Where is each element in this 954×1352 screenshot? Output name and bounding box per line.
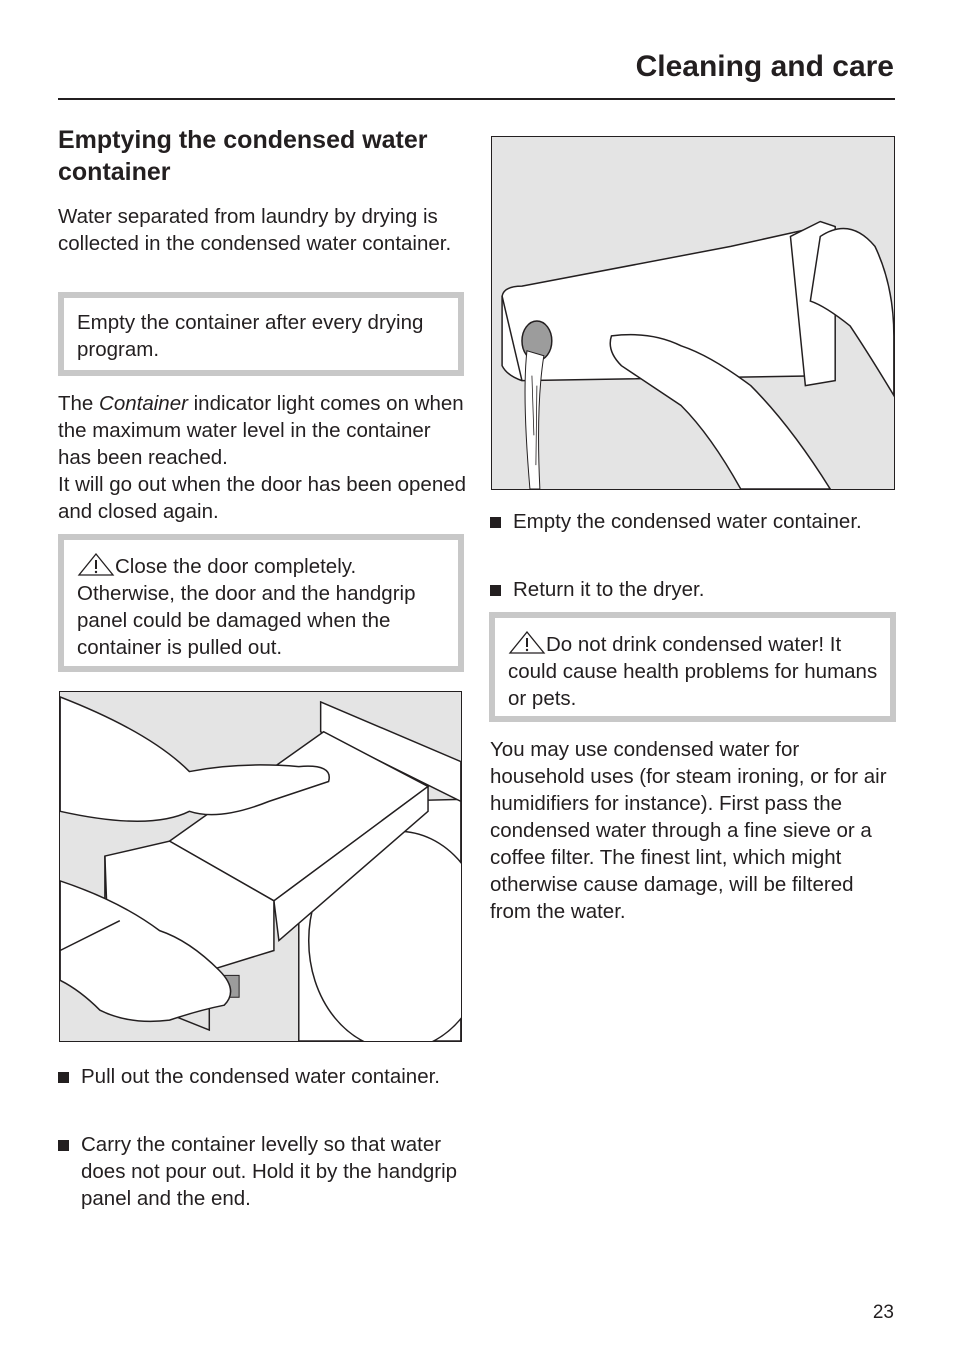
square-bullet-icon [58,1140,69,1151]
closing-paragraph [490,736,894,925]
warning-box-door [58,534,464,672]
right-bullet-2-text: Return it to the dryer. [513,578,705,601]
right-bullet-2 [490,576,890,603]
left-bullet-2-text: Carry the container levelly so that water does not pour out. Hold it by the handgrip panel and the end. [81,1133,458,1210]
intro-text: Water separated from laundry by drying is collected in the condensed water container. [58,205,452,255]
left-bullet-2 [58,1131,458,1212]
page-header-title: Cleaning and care [635,50,894,83]
warning-box-drink [489,612,896,722]
indicator-paragraph [58,390,468,525]
header-divider [58,98,895,100]
left-bullet-1 [58,1063,458,1090]
right-bullet-1-text: Empty the condensed water container. [513,510,862,533]
note-text: Empty the container after every drying program. [77,311,424,361]
section-title: Emptying the condensed water container [58,126,428,186]
square-bullet-icon [58,1072,69,1083]
warning-triangle-icon [77,553,115,576]
indicator-text: The Container indicator light comes on when the maximum water level in the container has been reached. [58,392,464,469]
intro-paragraph [58,203,470,257]
indicator-text-line2: It will go out when the door has been opened and closed again. [58,473,467,523]
page-number: 23 [872,1302,894,1323]
closing-text: You may use condensed water for household uses (for steam ironing, or for air humidifiers for instance). First pass the condensed water through a fine sieve or a coffee filter. The finest lint, which might otherwise cause damage, will be filtered from the water. [490,738,887,923]
pull-out-illustration [60,692,461,1041]
note-box [58,292,464,376]
right-bullet-1 [490,508,890,535]
warning-drink-text: Do not drink condensed water! It could cause health problems for humans or pets. [508,633,878,710]
figure-empty-container [491,136,895,490]
warning-door-text: Close the door completely. Otherwise, the door and the handgrip panel could be damaged when the container is pulled out. [77,555,416,659]
container-indicator-name: Container [99,392,188,415]
left-bullet-1-text: Pull out the condensed water container. [81,1065,440,1088]
empty-container-illustration [492,137,894,489]
square-bullet-icon [490,585,501,596]
warning-triangle-icon [508,631,546,654]
square-bullet-icon [490,517,501,528]
figure-pull-out-container [59,691,462,1042]
